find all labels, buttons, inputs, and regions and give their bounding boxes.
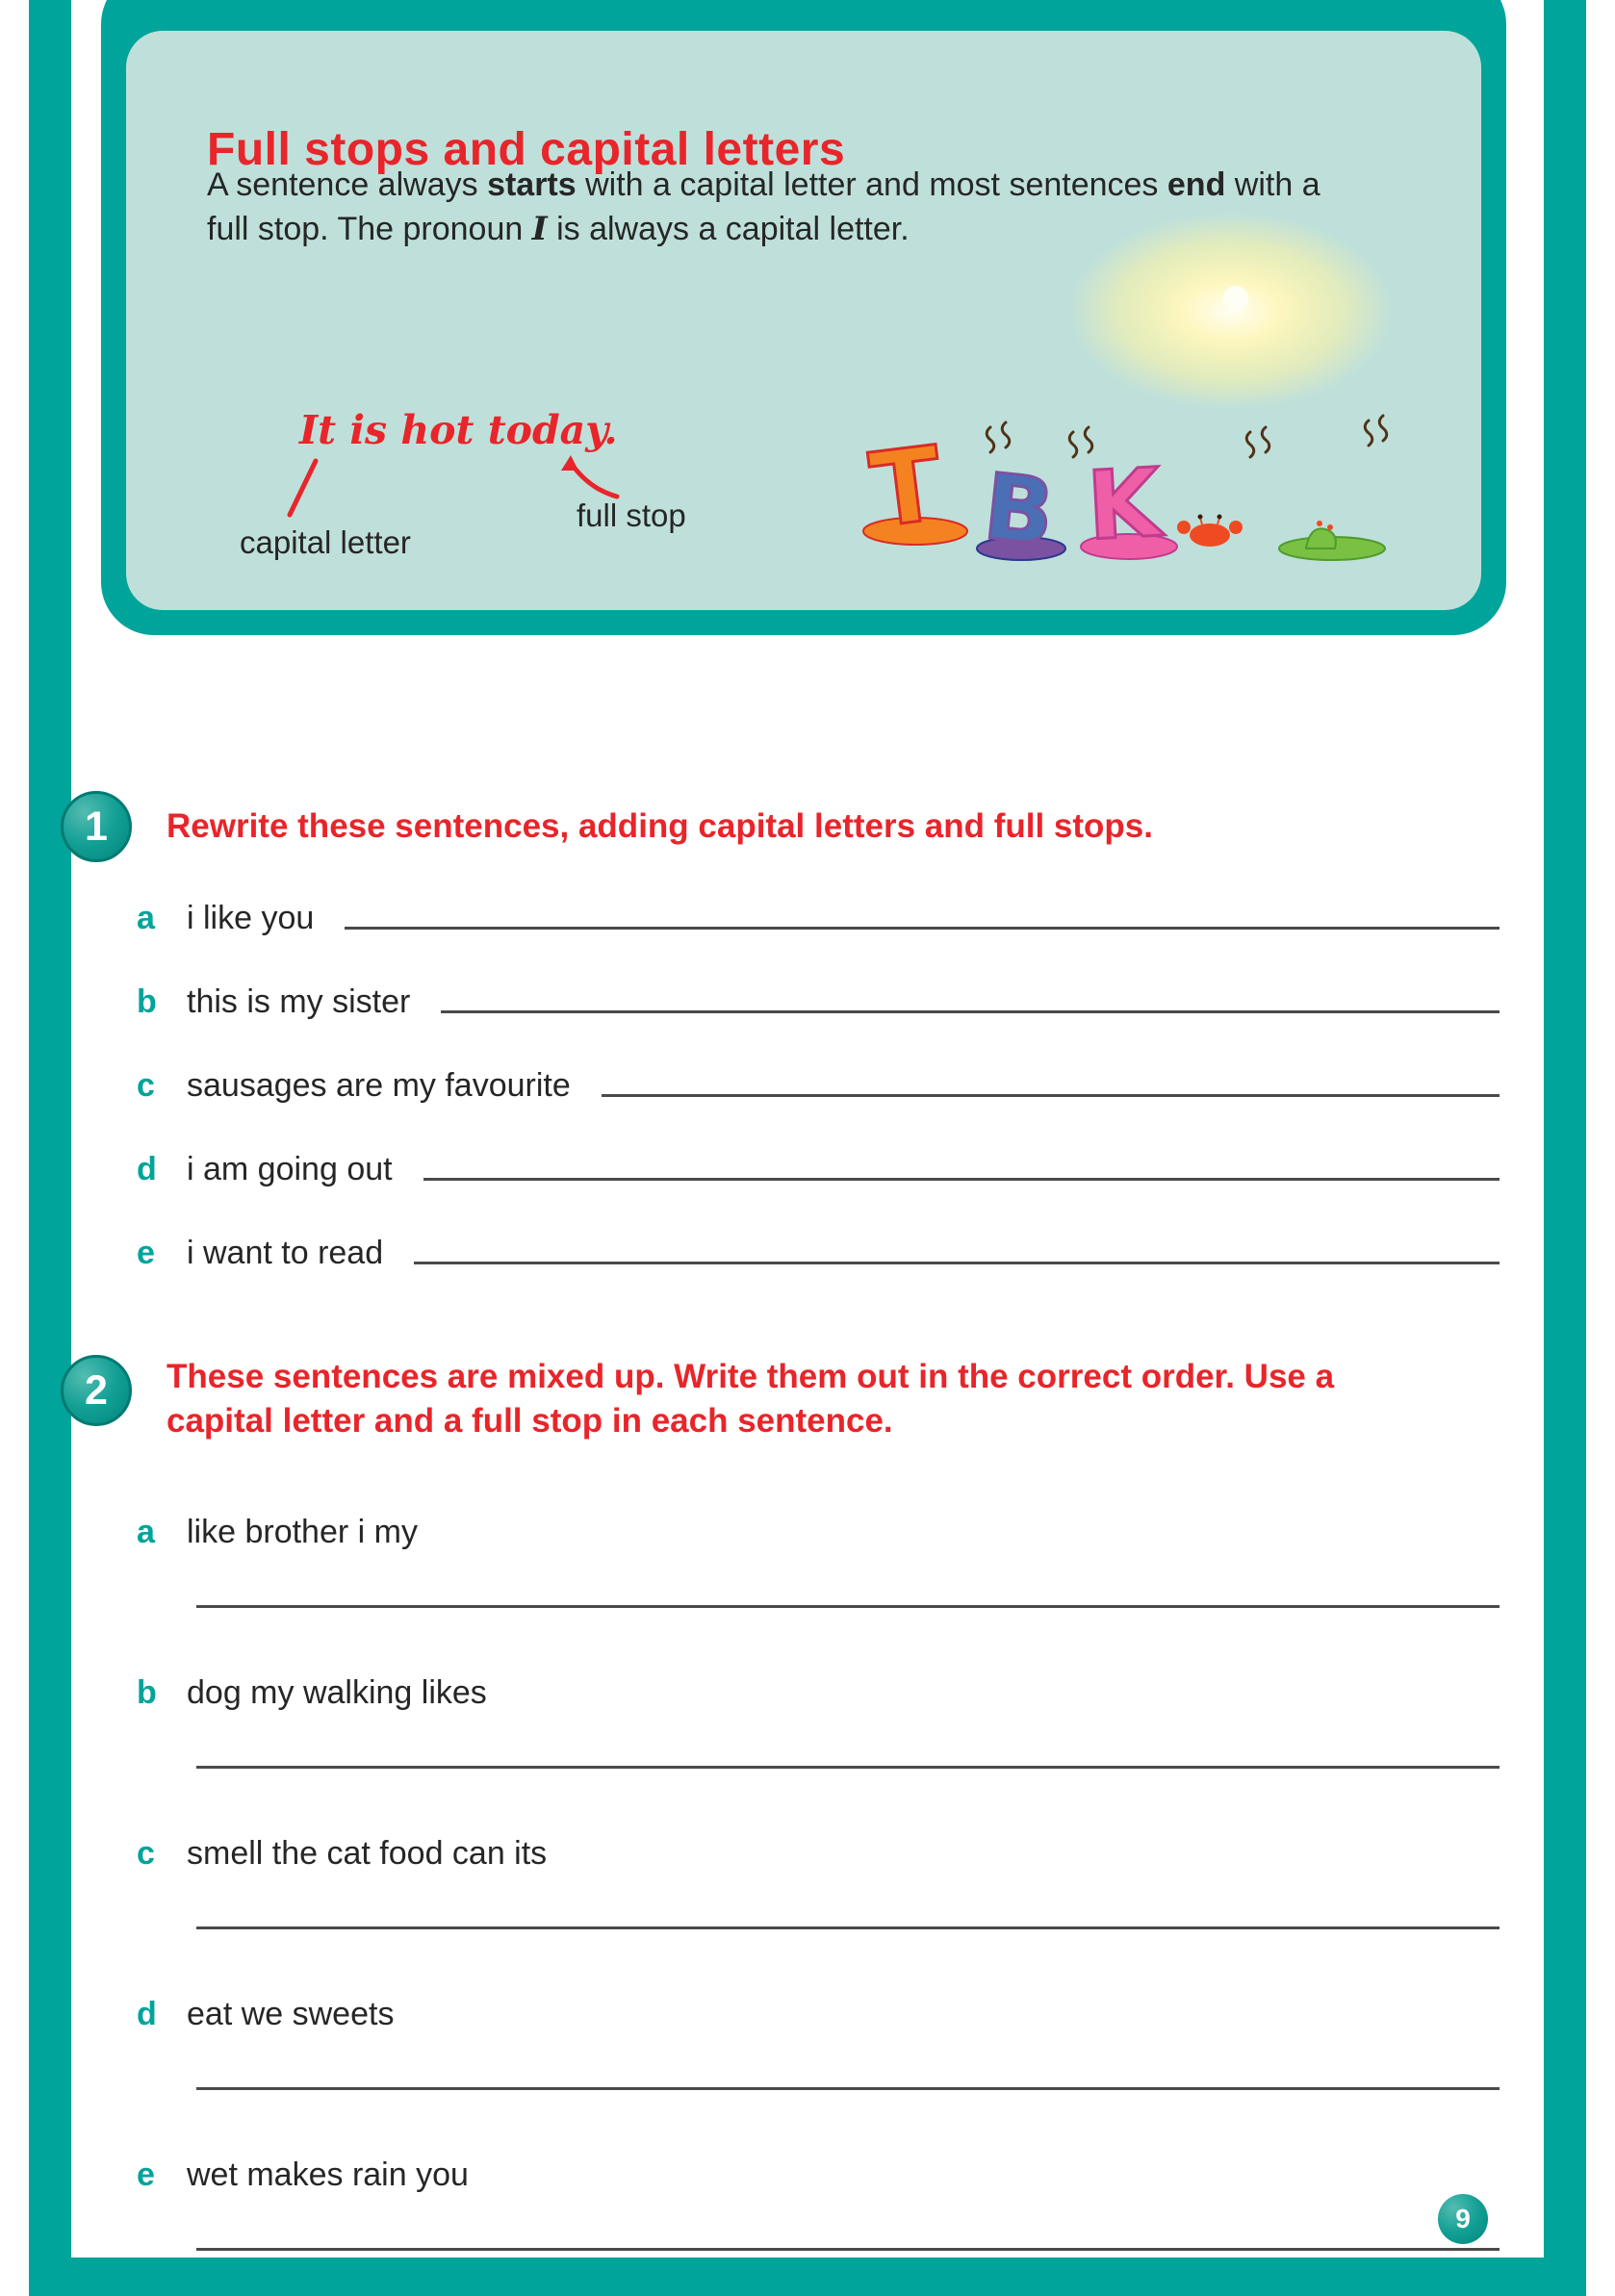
full-stop-pointer-arrow [571, 463, 617, 497]
example-sentence-block [126, 399, 819, 606]
capital-letter-label: capital letter [240, 524, 411, 560]
item-sentence: sausages are my favourite [187, 1067, 571, 1104]
exercise2-item [137, 1991, 1500, 2090]
item-letter: d [137, 1151, 157, 1187]
exercise2-item [137, 2152, 1500, 2251]
exercise2-item [137, 1830, 1500, 1929]
melting-letter-t [863, 424, 967, 550]
intro-part: A sentence always [207, 166, 488, 203]
item-letter: b [137, 983, 157, 1020]
item-sentence: i want to read [187, 1235, 384, 1271]
item-sentence: eat we sweets [187, 1996, 395, 2032]
item-letter: e [137, 1235, 155, 1271]
exercise2-header [61, 1355, 1524, 1442]
exercise1-instruction: Rewrite these sentences, adding capital letters and full stops. [167, 807, 1153, 846]
exercise2-item [137, 1670, 1500, 1769]
crab-icon [1177, 515, 1243, 548]
item-sentence: wet makes rain you [187, 2156, 469, 2193]
item-sentence: i like you [187, 900, 315, 936]
answer-line[interactable] [196, 1766, 1500, 1769]
intro-part: is always a capital letter. [547, 210, 910, 247]
intro-bold-starts: starts [487, 166, 577, 203]
exercise1-header [61, 791, 1524, 862]
lesson-title: Full stops and capital letters [207, 124, 846, 176]
heat-squiggles-icon [987, 416, 1387, 457]
green-melted-letter [1279, 521, 1385, 560]
intro-pronoun-i: I [531, 209, 548, 248]
item-sentence: this is my sister [187, 983, 411, 1020]
answer-line[interactable] [423, 1178, 1500, 1181]
page-border-left [29, 0, 71, 2296]
melting-letter-b [977, 454, 1065, 566]
exercise1-item [137, 979, 1500, 1021]
lesson-info-box [101, 0, 1506, 635]
page-border-right [1544, 0, 1586, 2296]
answer-line[interactable] [441, 1010, 1500, 1013]
exercise2-instruction: These sentences are mixed up. Write them out in the correct order. Use a capital letter and a full stop in each sentence. [167, 1358, 1335, 1440]
exercise2-number-badge: 2 [61, 1355, 132, 1426]
item-letter: c [137, 1835, 155, 1872]
sun-glow [1069, 213, 1393, 409]
melting-letters-illustration [846, 210, 1423, 595]
example-sentence: It is hot today. [299, 407, 618, 453]
answer-line[interactable] [196, 2087, 1500, 2090]
sun-icon [1223, 286, 1248, 311]
arrow-head [561, 455, 578, 471]
exercise1-items [137, 895, 1500, 1314]
item-sentence: smell the cat food can its [187, 1835, 548, 1872]
item-letter: a [137, 1514, 155, 1550]
capital-letter-pointer-line [290, 461, 316, 515]
exercise2-item [137, 1509, 1500, 1608]
exercise1-item [137, 1062, 1500, 1105]
exercise1-item [137, 895, 1500, 937]
svg-text:K: K [1084, 448, 1164, 562]
intro-bold-end: end [1166, 166, 1226, 203]
intro-part: with a full stop. The pronoun [207, 166, 1320, 247]
intro-part: with a capital letter and most sentences [576, 166, 1167, 203]
item-letter: e [137, 2156, 155, 2193]
full-stop-label: full stop [577, 497, 686, 533]
answer-line[interactable] [602, 1094, 1500, 1097]
exercise1-item [137, 1146, 1500, 1188]
answer-line[interactable] [196, 1926, 1500, 1929]
item-letter: d [137, 1996, 157, 2032]
svg-text:B: B [979, 454, 1059, 567]
item-letter: a [137, 900, 155, 936]
item-sentence: like brother i my [187, 1514, 418, 1550]
item-sentence: dog my walking likes [187, 1674, 487, 1711]
answer-line[interactable] [345, 927, 1500, 930]
item-letter: c [137, 1067, 155, 1104]
exercise2-items [137, 1509, 1500, 2296]
svg-text:T: T [864, 423, 949, 550]
answer-line[interactable] [196, 1605, 1500, 1608]
page-number-badge: 9 [1438, 2194, 1488, 2244]
exercise1-number-badge: 1 [61, 791, 132, 862]
lesson-info-panel [126, 31, 1481, 610]
melting-letter-k [1081, 448, 1177, 562]
exercise1-item [137, 1230, 1500, 1272]
answer-line[interactable] [414, 1262, 1500, 1264]
item-sentence: i am going out [187, 1151, 393, 1187]
item-letter: b [137, 1674, 157, 1711]
answer-line[interactable] [196, 2248, 1500, 2251]
